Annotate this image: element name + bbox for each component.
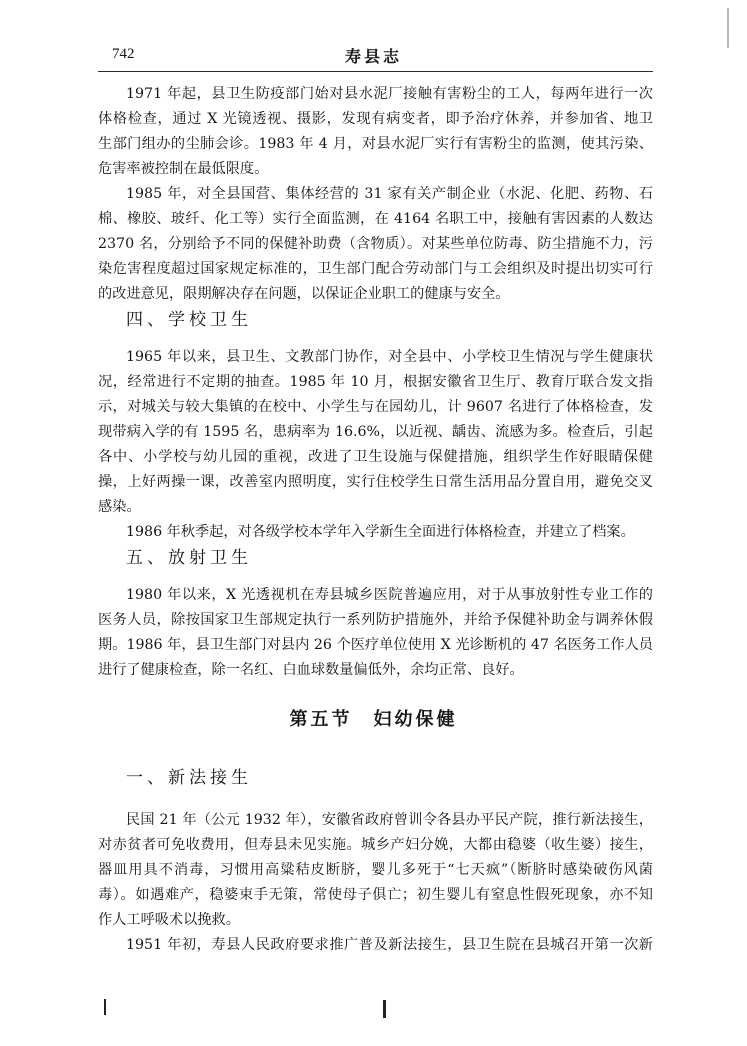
text-line: 操，上好两操一课，改善室内照明度，实行住校学生日常生活用品分置自用，避免交叉 — [98, 474, 653, 490]
text-line: 期。1986 年，县卫生部门对县内 26 个医疗单位使用 X 光诊断机的 47 名医务工作人员 — [98, 637, 653, 653]
text-line: 1971 年起，县卫生防疫部门始对县水泥厂接触有害粉尘的工人，每两年进行一次 — [126, 86, 653, 102]
heading-radiation-health: 五、放射卫生 — [126, 548, 252, 568]
text-line: 棉、橡胶、玻纤、化工等）实行全面监测，在 4164 名职工中，接触有害因素的人数达 — [98, 211, 653, 227]
text-line: 2370 名，分别给予不同的保健补助费（含物质）。对某些单位防毒、防尘措施不力，污 — [98, 236, 653, 252]
text-line: 各中、小学校与幼儿园的重视，改进了卫生设施与保健措施，组织学生作好眼睛保健 — [98, 449, 653, 465]
header-divider — [98, 71, 653, 72]
running-title: 寿县志 — [344, 47, 402, 66]
text-line: 1951 年初，寿县人民政府要求推广普及新法接生，县卫生院在县城召开第一次新 — [126, 937, 653, 953]
text-line: 作人工呼吸术以挽救。 — [98, 912, 240, 928]
text-line: 医务人员，除按国家卫生部规定执行一系列防护措施外，并给予保健补助金与调养休假 — [98, 612, 653, 628]
text-line: 对赤贫者可免收费用，但寿县未见实施。城乡产妇分娩，大都由稳婆（收生婆）接生， — [98, 837, 653, 853]
text-line: 示，对城关与较大集镇的在校中、小学生与在园幼儿，计 9607 名进行了体格检查，发 — [98, 399, 653, 415]
text-line: 毒）。如遇难产，稳婆束手无策，常使母子俱亡；初生婴儿有窒息性假死现象，亦不知 — [98, 887, 653, 903]
text-line: 体格检查，通过 X 光镜透视、摄影，发现有病变者，即予治疗休养，并参加省、地卫 — [98, 111, 653, 127]
text-line: 的改进意见，限期解决存在问题，以保证企业职工的健康与安全。 — [98, 286, 510, 302]
text-line: 民国 21 年（公元 1932 年），安徽省政府曾训令各县办平民产院，推行新法接生， — [126, 812, 653, 828]
text-line: 进行了健康检查，除一名红、白血球数量偏低外，余均正常、良好。 — [98, 662, 524, 678]
heading-new-midwifery: 一、新法接生 — [126, 768, 252, 788]
scan-edge-mark — [727, 8, 729, 48]
text-line: 1985 年，对全县国营、集体经营的 31 家有关产制企业（水泥、化肥、药物、石 — [126, 186, 653, 202]
text-line: 危害率被控制在最低限度。 — [98, 161, 269, 177]
section-title-maternal-child: 第五节 妇幼保健 — [289, 709, 458, 730]
text-line: 现带病入学的有 1595 名，患病率为 16.6%，以近视、龋齿、流感为多。检查后，引起 — [98, 424, 653, 440]
text-line: 生部门组办的尘肺会诊。1983 年 4 月，对县水泥厂实行有害粉尘的监测，使其污染、 — [98, 136, 653, 152]
text-line: 1986 年秋季起，对各级学校本学年入学新生全面进行体格检查，并建立了档案。 — [126, 524, 635, 540]
scan-artifact-mark — [383, 1000, 386, 1018]
text-line: 器皿用具不消毒，习惯用高粱秸皮断脐，婴儿多死于“七天疯”（断脐时感染破伤风菌 — [98, 862, 653, 878]
text-line: 1965 年以来，县卫生、文教部门协作，对全县中、小学校卫生情况与学生健康状 — [126, 349, 653, 365]
text-line: 况，经常进行不定期的抽查。1985 年 10 月，根据安徽省卫生厅、教育厅联合发文指 — [98, 374, 653, 390]
text-line: 染危害程度超过国家规定标准的，卫生部门配合劳动部门与工会组织及时提出切实可行 — [98, 261, 653, 277]
scan-artifact-mark — [104, 999, 106, 1015]
heading-school-health: 四、学校卫生 — [126, 310, 252, 330]
text-line: 感染。 — [98, 499, 141, 515]
text-line: 1980 年以来，X 光透视机在寿县城乡医院普遍应用，对于从事放射性专业工作的 — [126, 587, 653, 603]
page-number: 742 — [112, 46, 135, 62]
